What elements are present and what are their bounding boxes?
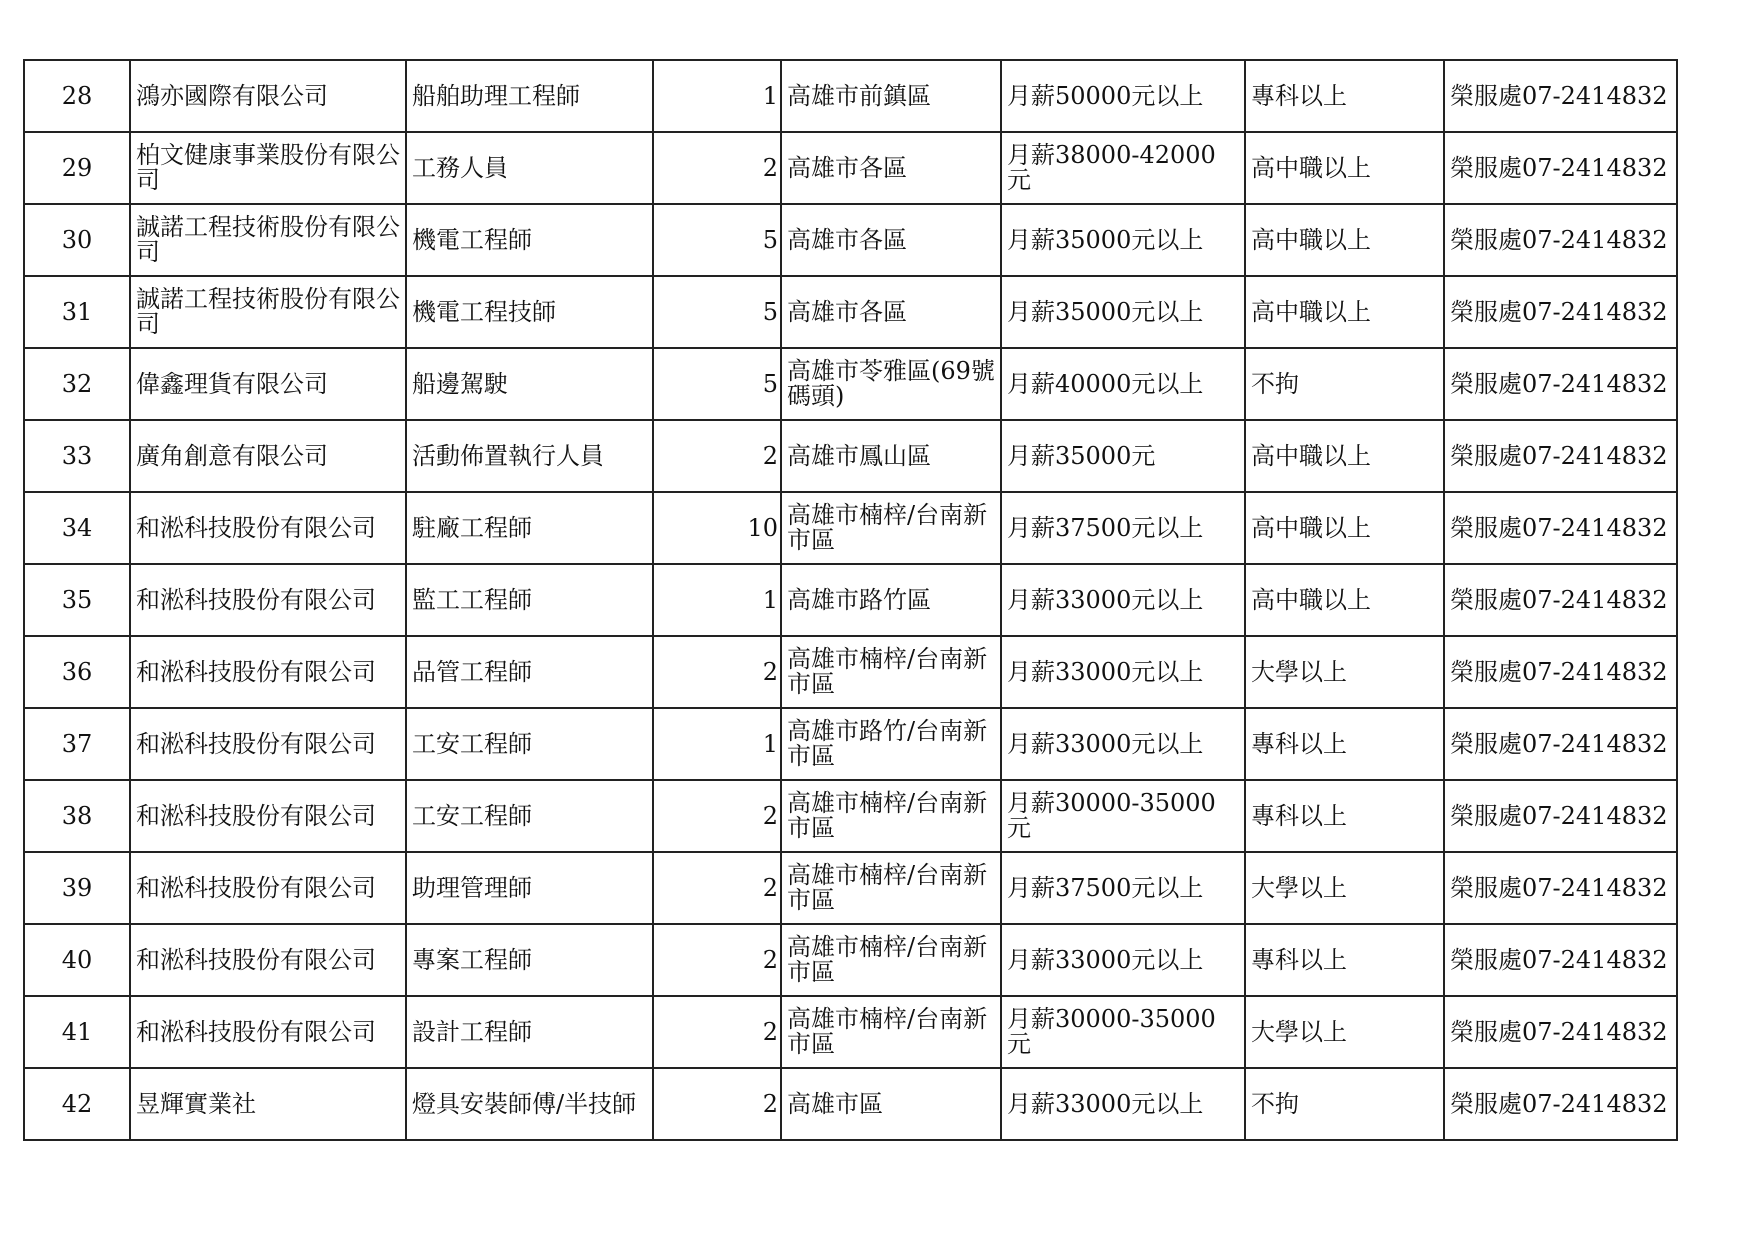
openings-count: 2 <box>653 420 781 492</box>
salary: 月薪33000元以上 <box>1001 564 1245 636</box>
company-name: 柏文健康事業股份有限公司 <box>130 132 406 204</box>
table-row <box>24 708 1677 780</box>
row-number: 37 <box>24 708 130 780</box>
row-number: 41 <box>24 996 130 1068</box>
education-requirement: 專科以上 <box>1245 708 1444 780</box>
contact-info: 榮服處07-2414832 <box>1444 132 1677 204</box>
salary: 月薪37500元以上 <box>1001 852 1245 924</box>
job-title: 工安工程師 <box>406 780 653 852</box>
work-location: 高雄市楠梓/台南新市區 <box>781 924 1001 996</box>
salary: 月薪33000元以上 <box>1001 708 1245 780</box>
job-title: 專案工程師 <box>406 924 653 996</box>
row-number: 29 <box>24 132 130 204</box>
company-name: 誠諾工程技術股份有限公司 <box>130 276 406 348</box>
table-row <box>24 852 1677 924</box>
table-row <box>24 348 1677 420</box>
work-location: 高雄市路竹區 <box>781 564 1001 636</box>
openings-count: 2 <box>653 636 781 708</box>
company-name: 偉鑫理貨有限公司 <box>130 348 406 420</box>
work-location: 高雄市各區 <box>781 132 1001 204</box>
table-row <box>24 132 1677 204</box>
company-name: 和淞科技股份有限公司 <box>130 924 406 996</box>
work-location: 高雄市楠梓/台南新市區 <box>781 852 1001 924</box>
row-number: 40 <box>24 924 130 996</box>
salary: 月薪35000元以上 <box>1001 276 1245 348</box>
education-requirement: 專科以上 <box>1245 924 1444 996</box>
contact-info: 榮服處07-2414832 <box>1444 348 1677 420</box>
job-title: 品管工程師 <box>406 636 653 708</box>
table-row <box>24 204 1677 276</box>
job-title: 活動佈置執行人員 <box>406 420 653 492</box>
openings-count: 2 <box>653 132 781 204</box>
education-requirement: 大學以上 <box>1245 636 1444 708</box>
job-title: 駐廠工程師 <box>406 492 653 564</box>
job-title: 機電工程技師 <box>406 276 653 348</box>
openings-count: 1 <box>653 708 781 780</box>
contact-info: 榮服處07-2414832 <box>1444 852 1677 924</box>
table-row <box>24 60 1677 132</box>
company-name: 和淞科技股份有限公司 <box>130 492 406 564</box>
contact-info: 榮服處07-2414832 <box>1444 1068 1677 1140</box>
row-number: 32 <box>24 348 130 420</box>
contact-info: 榮服處07-2414832 <box>1444 492 1677 564</box>
company-name: 和淞科技股份有限公司 <box>130 780 406 852</box>
education-requirement: 高中職以上 <box>1245 204 1444 276</box>
work-location: 高雄市路竹/台南新市區 <box>781 708 1001 780</box>
job-title: 助理管理師 <box>406 852 653 924</box>
row-number: 35 <box>24 564 130 636</box>
table-row <box>24 492 1677 564</box>
contact-info: 榮服處07-2414832 <box>1444 708 1677 780</box>
contact-info: 榮服處07-2414832 <box>1444 780 1677 852</box>
work-location: 高雄市楠梓/台南新市區 <box>781 996 1001 1068</box>
education-requirement: 不拘 <box>1245 348 1444 420</box>
contact-info: 榮服處07-2414832 <box>1444 420 1677 492</box>
company-name: 和淞科技股份有限公司 <box>130 996 406 1068</box>
work-location: 高雄市楠梓/台南新市區 <box>781 636 1001 708</box>
work-location: 高雄市區 <box>781 1068 1001 1140</box>
openings-count: 2 <box>653 852 781 924</box>
job-title: 機電工程師 <box>406 204 653 276</box>
table-row <box>24 780 1677 852</box>
job-title: 船舶助理工程師 <box>406 60 653 132</box>
work-location: 高雄市楠梓/台南新市區 <box>781 492 1001 564</box>
table-row <box>24 996 1677 1068</box>
openings-count: 2 <box>653 924 781 996</box>
contact-info: 榮服處07-2414832 <box>1444 636 1677 708</box>
education-requirement: 高中職以上 <box>1245 276 1444 348</box>
table-row <box>24 564 1677 636</box>
company-name: 和淞科技股份有限公司 <box>130 852 406 924</box>
row-number: 30 <box>24 204 130 276</box>
job-title: 監工工程師 <box>406 564 653 636</box>
company-name: 廣角創意有限公司 <box>130 420 406 492</box>
row-number: 38 <box>24 780 130 852</box>
contact-info: 榮服處07-2414832 <box>1444 924 1677 996</box>
education-requirement: 不拘 <box>1245 1068 1444 1140</box>
table-row <box>24 1068 1677 1140</box>
job-title: 工務人員 <box>406 132 653 204</box>
job-title: 工安工程師 <box>406 708 653 780</box>
row-number: 34 <box>24 492 130 564</box>
work-location: 高雄市楠梓/台南新市區 <box>781 780 1001 852</box>
openings-count: 2 <box>653 1068 781 1140</box>
company-name: 鴻亦國際有限公司 <box>130 60 406 132</box>
contact-info: 榮服處07-2414832 <box>1444 60 1677 132</box>
education-requirement: 專科以上 <box>1245 780 1444 852</box>
salary: 月薪40000元以上 <box>1001 348 1245 420</box>
row-number: 31 <box>24 276 130 348</box>
company-name: 誠諾工程技術股份有限公司 <box>130 204 406 276</box>
work-location: 高雄市各區 <box>781 276 1001 348</box>
openings-count: 1 <box>653 60 781 132</box>
salary: 月薪33000元以上 <box>1001 1068 1245 1140</box>
contact-info: 榮服處07-2414832 <box>1444 564 1677 636</box>
openings-count: 10 <box>653 492 781 564</box>
table-row <box>24 420 1677 492</box>
salary: 月薪33000元以上 <box>1001 636 1245 708</box>
openings-count: 5 <box>653 276 781 348</box>
salary: 月薪33000元以上 <box>1001 924 1245 996</box>
salary: 月薪50000元以上 <box>1001 60 1245 132</box>
salary: 月薪38000-42000元 <box>1001 132 1245 204</box>
company-name: 和淞科技股份有限公司 <box>130 564 406 636</box>
openings-count: 5 <box>653 204 781 276</box>
openings-count: 5 <box>653 348 781 420</box>
job-title: 船邊駕駛 <box>406 348 653 420</box>
job-title: 燈具安裝師傅/半技師 <box>406 1068 653 1140</box>
table-row <box>24 276 1677 348</box>
row-number: 39 <box>24 852 130 924</box>
work-location: 高雄市前鎮區 <box>781 60 1001 132</box>
salary: 月薪30000-35000元 <box>1001 780 1245 852</box>
company-name: 和淞科技股份有限公司 <box>130 708 406 780</box>
education-requirement: 高中職以上 <box>1245 132 1444 204</box>
openings-count: 2 <box>653 996 781 1068</box>
contact-info: 榮服處07-2414832 <box>1444 204 1677 276</box>
work-location: 高雄市各區 <box>781 204 1001 276</box>
company-name: 和淞科技股份有限公司 <box>130 636 406 708</box>
row-number: 33 <box>24 420 130 492</box>
openings-count: 1 <box>653 564 781 636</box>
job-listing-table <box>23 59 1678 1141</box>
salary: 月薪37500元以上 <box>1001 492 1245 564</box>
openings-count: 2 <box>653 780 781 852</box>
table-row <box>24 636 1677 708</box>
work-location: 高雄市苓雅區(69號碼頭) <box>781 348 1001 420</box>
education-requirement: 高中職以上 <box>1245 564 1444 636</box>
row-number: 42 <box>24 1068 130 1140</box>
row-number: 28 <box>24 60 130 132</box>
table-row <box>24 924 1677 996</box>
education-requirement: 大學以上 <box>1245 996 1444 1068</box>
salary: 月薪35000元以上 <box>1001 204 1245 276</box>
job-title: 設計工程師 <box>406 996 653 1068</box>
contact-info: 榮服處07-2414832 <box>1444 276 1677 348</box>
row-number: 36 <box>24 636 130 708</box>
salary: 月薪35000元 <box>1001 420 1245 492</box>
company-name: 昱輝實業社 <box>130 1068 406 1140</box>
education-requirement: 專科以上 <box>1245 60 1444 132</box>
education-requirement: 高中職以上 <box>1245 492 1444 564</box>
contact-info: 榮服處07-2414832 <box>1444 996 1677 1068</box>
salary: 月薪30000-35000元 <box>1001 996 1245 1068</box>
work-location: 高雄市鳳山區 <box>781 420 1001 492</box>
education-requirement: 高中職以上 <box>1245 420 1444 492</box>
education-requirement: 大學以上 <box>1245 852 1444 924</box>
